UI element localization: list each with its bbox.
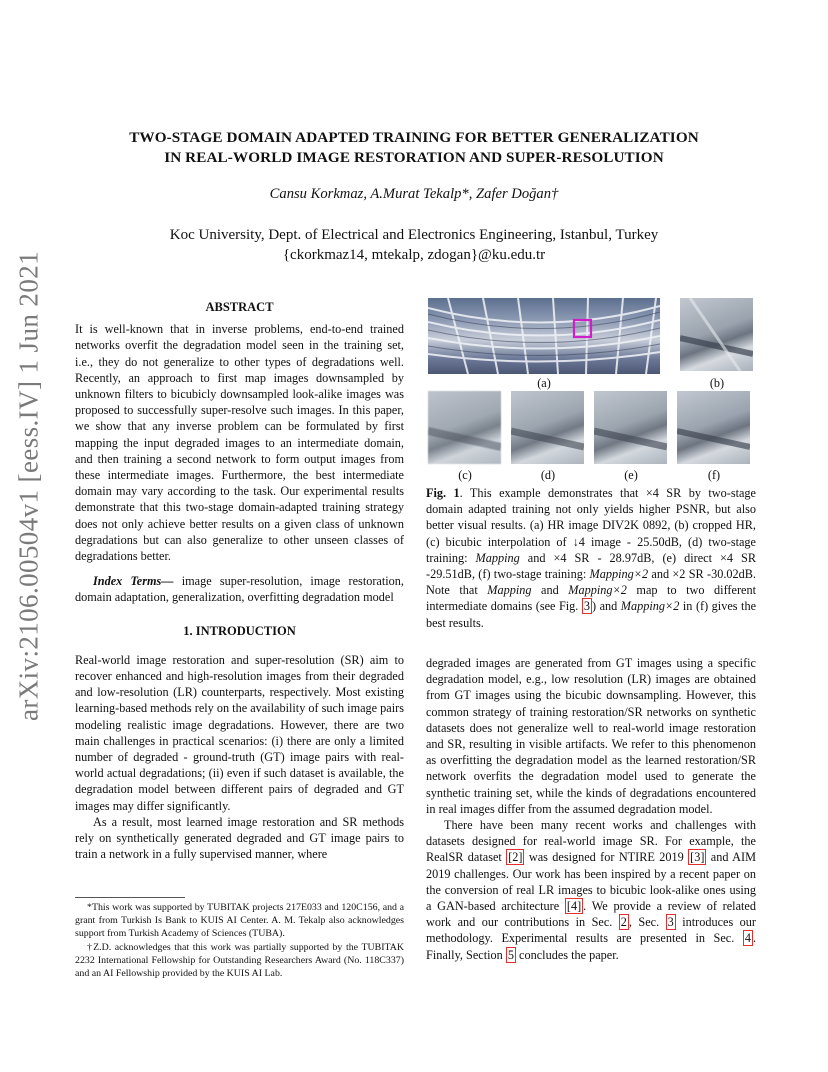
sec-4-link[interactable]: 4 (744, 931, 751, 946)
figure-image-a (428, 298, 660, 374)
ref-4-link[interactable]: [4] (566, 899, 582, 914)
abstract-heading: ABSTRACT (205, 300, 274, 314)
figure-image-d (511, 391, 584, 464)
sec-5-link[interactable]: 5 (507, 947, 514, 962)
sec-2-link[interactable]: 2 (620, 915, 627, 930)
intro-paragraph-3: degraded images are generated from GT images using a specific degradation model, e.g., low resolution (LR) images are obtained from GT images using the bicubic downsampling. However, this common strategy of training restoration/SR networks on synthetic datasets does not generalize well to real-world image restoration and SR, resulting in visible artifacts. We refer to this phenomenon as overfitting the degradation model as the learned restoration/SR network overfits the degradation model used to generate the synthetic training set, while the kinds of degradations encountered in real images differ from the assumed degradation model. (426, 656, 756, 816)
arxiv-sidebar (4, 250, 54, 722)
left-column (75, 299, 404, 863)
ref-3-link[interactable]: [3] (690, 850, 705, 865)
label-e: (e) (624, 468, 638, 482)
intro-paragraph-4: There have been many recent works and challenges with datasets designed for real-world image SR. For example, the RealSR dataset [2] was designed for NTIRE 2019 [3] and AIM 2019 challenges. Our work has been inspired by a recent paper on the conversion of real LR images to bicubic look-alike ones using a GAN-based architecture [4] . We provide a review of related work and our contributions in Sec. 2 , Sec. 3 introduces our methodology. Experimental results are presented in Sec. 4 . Finally, Section 5 concludes the paper. (426, 818, 756, 962)
label-a: (a) (537, 376, 551, 390)
paper-title (100, 128, 728, 167)
label-b: (b) (709, 376, 725, 390)
index-terms (75, 573, 404, 605)
footnote-2: †Z.D. acknowledges that this work was partially supported by the TUBITAK 2232 International Fellowship for Outstanding Researchers Award (No. 118C337) and an AI Fellowship provided by the KUIS AI Lab. (75, 942, 404, 979)
title-line-1: TWO-STAGE DOMAIN ADAPTED TRAINING FOR BETTER GENERALIZATION (129, 129, 699, 146)
affiliation-block (100, 226, 728, 265)
footnote-rule (75, 897, 185, 898)
label-c: (c) (458, 468, 472, 482)
figure-image-c (428, 391, 501, 464)
index-terms-text: image super-resolution, image restoration, domain adaptation, generalization, overfitting degradation model (75, 574, 404, 605)
title-line-2: IN REAL-WORLD IMAGE RESTORATION AND SUPER-RESOLUTION (164, 148, 664, 166)
abstract-text: It is well-known that in inverse problems, end-to-end trained networks overfit the degradation model seen in the training set, i.e., they do not generalize to other types of degradations well. Recently, an approach to first map images downsampled by unknown filters to bicubicly downsampled look-alike images was proposed to successfully super-resolve such images. In this paper, we show that any inverse problem can be formulated by first mapping the input degraded images to an intermediate domain, and then training a second network to form output images from these intermediate images. Furthermore, the best intermediate domain may vary according to the task. Our experimental results demonstrate that this two-stage domain-adapted training strategy does not only achieve better results on a given class of unknown degradations but can also generalize to other unseen classes of degradations better. (75, 322, 404, 564)
hr-image-svg (428, 298, 660, 374)
figure-image-f (677, 391, 750, 464)
label-f: (f) (707, 468, 721, 482)
sec-3-link[interactable]: 3 (667, 915, 674, 930)
figure-image-b (680, 298, 753, 371)
introduction-heading: 1. INTRODUCTION (183, 623, 296, 638)
label-d: (d) (540, 468, 556, 482)
authors: Cansu Korkmaz, A.Murat Tekalp*, Zafer Doğan† (269, 186, 559, 202)
intro-paragraph-1: Real-world image restoration and super-resolution (SR) aim to recover enhanced and high-resolution images from their degraded and low-resolution (LR) counterparts, respectively. Most existing learning-based methods rely on the availability of such image pairs modeling realistic image degradations. However, there are two main challenges in practical scenarios: (i) there are only a limited number of degraded - ground-truth (GT) image pairs with real-world actual degradations; (ii) even if such dataset is available, the degradation model between different pairs of degraded and GT images may differ significantly. (75, 652, 404, 813)
affiliation: Koc University, Dept. of Electrical and Electronics Engineering, Istanbul, Turkey (169, 227, 659, 243)
caption-label: Fig. 1 (426, 486, 460, 500)
emails: {ckorkmaz14, mtekalp, zdogan}@ku.edu.tr (282, 246, 546, 263)
footnotes (75, 902, 404, 983)
right-column (426, 655, 756, 963)
index-terms-label: Index Terms— (93, 574, 174, 589)
arxiv-id: arXiv:2106.00504v1 [eess.IV] 1 Jun 2021 (13, 250, 44, 722)
figure-3-link[interactable]: 3 (583, 599, 590, 614)
intro-paragraph-2: As a result, most learned image restoration and SR methods rely on synthetically generated degraded and GT image pairs to train a network in a fully supervised manner, where (75, 814, 404, 862)
figure-caption: Fig. 1. This example demonstrates that ×4 SR by two-stage domain adapted training not only yields higher PSNR, but also better visual results. (a) HR image DIV2K 0892, (b) cropped HR, (c) bicubic interpolation of ↓4 image - 25.50dB, (d) two-stage training: Mapping and ×4 SR - 28.97dB, (e) direct ×4 SR -29.51dB, (f) two-stage training: Mapping×2 and ×2 SR -30.02dB. Note that Mapping and Mapping×2 map to two different intermediate domains (see Fig. 3 ) and Mapping×2 in (f) gives the best results. (426, 486, 757, 630)
footnote-1: *This work was supported by TUBITAK projects 217E033 and 120C156, and a grant from Turkish Is Bank to KUIS AI Center. A. M. Tekalp also acknowledges support from Turkish Academy of Sciences (TUBA). (75, 902, 404, 939)
figure-image-e (594, 391, 667, 464)
ref-2-link[interactable]: [2] (508, 850, 523, 865)
